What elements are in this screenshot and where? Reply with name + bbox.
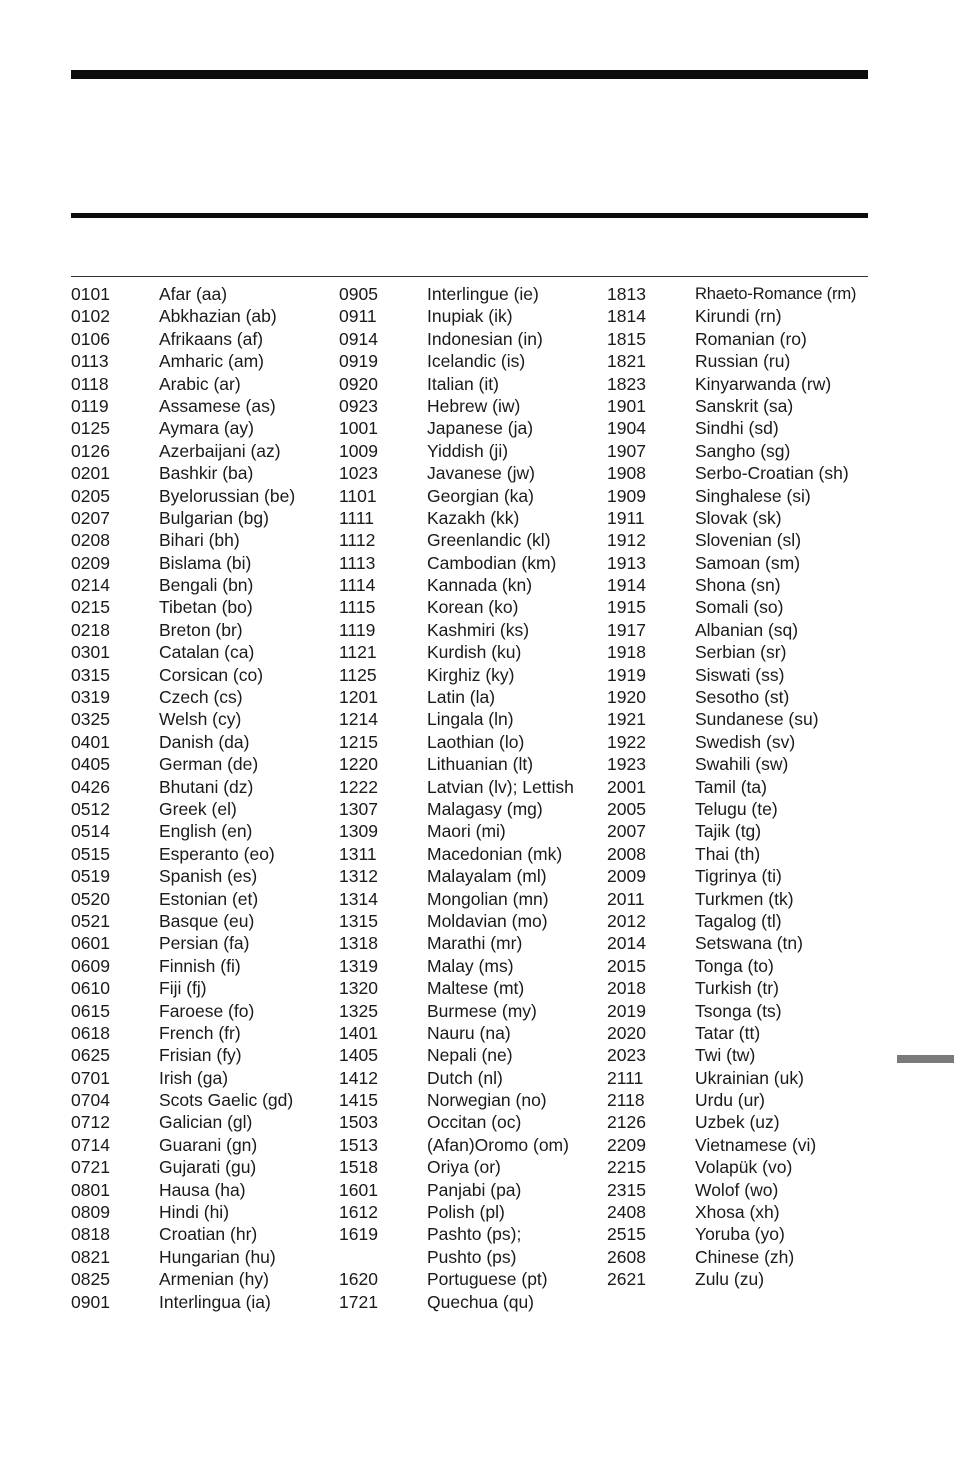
language-name: Serbo-Croatian (sh) <box>695 463 849 484</box>
language-name: Tigrinya (ti) <box>695 866 782 887</box>
language-code: 2315 <box>607 1179 646 1200</box>
language-code: 0520 <box>71 888 110 909</box>
language-name: Slovenian (sl) <box>695 530 802 551</box>
language-name: Setswana (tn) <box>695 933 803 954</box>
language-name: Zulu (zu) <box>695 1269 765 1290</box>
language-code: 0101 <box>71 284 110 304</box>
language-code: 0102 <box>71 306 110 327</box>
language-name: Tagalog (tl) <box>695 910 782 931</box>
language-code: 0625 <box>71 1045 110 1066</box>
language-name: Galician (gl) <box>159 1112 253 1133</box>
language-name: Lithuanian (lt) <box>427 754 534 775</box>
language-code: 1111 <box>339 507 375 528</box>
language-name: Kirghiz (ky) <box>427 664 515 685</box>
language-code: 1314 <box>339 888 378 909</box>
language-code: 2515 <box>607 1224 646 1245</box>
language-name: Uzbek (uz) <box>695 1112 780 1133</box>
language-code: 1908 <box>607 463 646 484</box>
language-code: 1311 <box>339 843 377 864</box>
language-name: Pashto (ps); <box>427 1224 522 1245</box>
language-name: Kinyarwanda (rw) <box>695 373 832 394</box>
language-name: Faroese (fo) <box>159 1000 255 1021</box>
language-code: 1009 <box>339 440 378 461</box>
language-code: 2408 <box>607 1202 646 1223</box>
language-code: 1001 <box>339 418 378 439</box>
language-name: Swedish (sv) <box>695 731 796 752</box>
language-code: 1814 <box>607 306 646 327</box>
language-code: 1101 <box>339 485 377 506</box>
language-name: Rhaeto-Romance (rm) <box>695 284 857 303</box>
language-name: Romanian (ro) <box>695 328 807 349</box>
language-code: 2020 <box>607 1022 646 1043</box>
language-code: 1911 <box>607 507 645 528</box>
language-code: 0609 <box>71 955 110 976</box>
language-name: Malay (ms) <box>427 955 514 976</box>
language-code: 2007 <box>607 821 646 842</box>
language-name: Tonga (to) <box>695 955 774 976</box>
language-code: 1513 <box>339 1134 378 1155</box>
language-code: 0704 <box>71 1090 110 1111</box>
language-name: Quechua (qu) <box>427 1291 535 1312</box>
language-code: 1721 <box>339 1291 378 1312</box>
language-code: 1312 <box>339 866 378 887</box>
language-name: Cambodian (km) <box>427 552 557 573</box>
language-name: Oriya (or) <box>427 1157 501 1178</box>
language-name: Kirundi (rn) <box>695 306 782 327</box>
language-name: Siswati (ss) <box>695 664 785 685</box>
language-name: Sindhi (sd) <box>695 418 779 439</box>
language-code: 0801 <box>71 1179 110 1200</box>
language-code: 0911 <box>339 306 377 327</box>
language-name: Basque (eu) <box>159 910 255 931</box>
language-name: Estonian (et) <box>159 888 259 909</box>
language-code: 0519 <box>71 866 110 887</box>
language-code: 0712 <box>71 1112 110 1133</box>
language-code: 2126 <box>607 1112 646 1133</box>
language-name: Turkish (tr) <box>695 978 779 999</box>
language-name: Norwegian (no) <box>427 1090 547 1111</box>
language-code: 0201 <box>71 463 110 484</box>
language-code: 0207 <box>71 507 110 528</box>
language-name: Yoruba (yo) <box>695 1224 785 1245</box>
language-name: Esperanto (eo) <box>159 843 275 864</box>
language-name: Malagasy (mg) <box>427 798 543 819</box>
language-code: 1918 <box>607 642 646 663</box>
language-name: Sanskrit (sa) <box>695 395 794 416</box>
language-code: 0515 <box>71 843 110 864</box>
language-code: 1320 <box>339 978 378 999</box>
language-name: Portuguese (pt) <box>427 1269 548 1290</box>
language-code: 0118 <box>71 373 109 394</box>
language-code: 0126 <box>71 440 110 461</box>
language-name: Malayalam (ml) <box>427 866 547 887</box>
language-code: 1309 <box>339 821 378 842</box>
language-name: Byelorussian (be) <box>159 485 296 506</box>
language-name: Interlingua (ia) <box>159 1291 271 1312</box>
language-name: Tajik (tg) <box>695 821 762 842</box>
language-code: 1813 <box>607 284 646 304</box>
language-name: German (de) <box>159 754 259 775</box>
language-code: 0405 <box>71 754 110 775</box>
language-name: Tatar (tt) <box>695 1022 761 1043</box>
language-name: Greenlandic (kl) <box>427 530 551 551</box>
language-name: Moldavian (mo) <box>427 910 548 931</box>
language-code: 2019 <box>607 1000 646 1021</box>
language-name: Catalan (ca) <box>159 642 255 663</box>
language-code: 1214 <box>339 709 378 730</box>
language-name: Twi (tw) <box>695 1045 756 1066</box>
language-code: 1913 <box>607 552 646 573</box>
language-code: 2001 <box>607 776 646 797</box>
language-name: Sangho (sg) <box>695 440 791 461</box>
language-name: Georgian (ka) <box>427 485 534 506</box>
language-code: 1901 <box>607 395 646 416</box>
language-code: 1907 <box>607 440 646 461</box>
language-code: 1912 <box>607 530 646 551</box>
language-code: 0821 <box>71 1246 110 1267</box>
language-name: Wolof (wo) <box>695 1179 779 1200</box>
language-code: 0901 <box>71 1291 110 1312</box>
language-code: 1923 <box>607 754 646 775</box>
language-name: Aymara (ay) <box>159 418 254 439</box>
language-code: 1114 <box>339 575 376 596</box>
language-code: 1612 <box>339 1202 378 1223</box>
language-code: 1917 <box>607 619 646 640</box>
language-name: English (en) <box>159 821 253 842</box>
language-name: Bengali (bn) <box>159 575 254 596</box>
language-code: 1920 <box>607 687 646 708</box>
language-name: Fiji (fj) <box>159 978 207 999</box>
language-code: 0125 <box>71 418 110 439</box>
language-code: 1619 <box>339 1224 378 1245</box>
language-code: 1121 <box>339 642 377 663</box>
language-code: 0914 <box>339 328 378 349</box>
language-code: 2015 <box>607 955 646 976</box>
language-code: 1601 <box>339 1179 378 1200</box>
language-name: Turkmen (tk) <box>695 888 794 909</box>
language-code: 1904 <box>607 418 646 439</box>
language-code: 2621 <box>607 1269 646 1290</box>
language-code: 1921 <box>607 709 646 730</box>
language-name: Macedonian (mk) <box>427 843 563 864</box>
language-name: Volapük (vo) <box>695 1157 793 1178</box>
language-name: Mongolian (mn) <box>427 888 549 909</box>
language-code: 1821 <box>607 351 646 372</box>
language-code: 0721 <box>71 1157 110 1178</box>
language-code: 0315 <box>71 664 110 685</box>
language-name: French (fr) <box>159 1022 241 1043</box>
language-name: Samoan (sm) <box>695 552 801 573</box>
language-code: 0920 <box>339 373 378 394</box>
language-name: Bashkir (ba) <box>159 463 254 484</box>
language-name: Kashmiri (ks) <box>427 619 530 640</box>
language-name: Kurdish (ku) <box>427 642 522 663</box>
language-name: Somali (so) <box>695 597 784 618</box>
language-name: Armenian (hy) <box>159 1269 269 1290</box>
language-code: 1023 <box>339 463 378 484</box>
top-heading-rule <box>71 70 868 79</box>
language-code: 0809 <box>71 1202 110 1223</box>
language-code: 1919 <box>607 664 646 685</box>
language-code: 2111 <box>607 1067 644 1088</box>
language-code: 0701 <box>71 1067 110 1088</box>
language-code: 2215 <box>607 1157 646 1178</box>
language-name: Telugu (te) <box>695 798 778 819</box>
language-name: Afrikaans (af) <box>159 328 264 349</box>
language-code: 1318 <box>339 933 378 954</box>
language-code: 1112 <box>339 530 376 551</box>
language-code: 0714 <box>71 1134 110 1155</box>
language-code: 1307 <box>339 798 378 819</box>
language-code: 1201 <box>339 687 378 708</box>
language-name: Afar (aa) <box>159 284 228 304</box>
language-code: 0209 <box>71 552 110 573</box>
language-name: Tamil (ta) <box>695 776 767 797</box>
language-name: Serbian (sr) <box>695 642 787 663</box>
language-code: 0113 <box>71 351 109 372</box>
language-code: 2011 <box>607 888 645 909</box>
language-name: Hebrew (iw) <box>427 395 521 416</box>
language-name: Ukrainian (uk) <box>695 1067 804 1088</box>
language-name: Polish (pl) <box>427 1202 505 1223</box>
language-name: Spanish (es) <box>159 866 258 887</box>
language-name: Japanese (ja) <box>427 418 534 439</box>
language-code: 1922 <box>607 731 646 752</box>
language-code: 0610 <box>71 978 110 999</box>
language-name: Bulgarian (bg) <box>159 507 269 528</box>
language-code: 0401 <box>71 731 110 752</box>
language-name: Greek (el) <box>159 798 237 819</box>
language-code: 1412 <box>339 1067 378 1088</box>
language-name: Russian (ru) <box>695 351 791 372</box>
language-name: Albanian (sq) <box>695 619 799 640</box>
language-code: 0919 <box>339 351 378 372</box>
language-name: Gujarati (gu) <box>159 1157 257 1178</box>
section-heading-rule <box>71 213 868 218</box>
language-code: 1503 <box>339 1112 378 1133</box>
language-code: 0205 <box>71 485 110 506</box>
language-name: Shona (sn) <box>695 575 781 596</box>
language-code: 1113 <box>339 552 376 573</box>
language-code: 0426 <box>71 776 110 797</box>
language-name: Guarani (gn) <box>159 1134 258 1155</box>
language-name: Abkhazian (ab) <box>159 306 277 327</box>
language-code: 2023 <box>607 1045 646 1066</box>
language-name: Slovak (sk) <box>695 507 782 528</box>
language-code: 1325 <box>339 1000 378 1021</box>
language-name: Indonesian (in) <box>427 328 543 349</box>
language-code: 0208 <box>71 530 110 551</box>
language-code: 1125 <box>339 664 377 685</box>
language-name: Laothian (lo) <box>427 731 525 752</box>
language-name: Chinese (zh) <box>695 1246 795 1267</box>
language-name: Croatian (hr) <box>159 1224 258 1245</box>
language-name: Amharic (am) <box>159 351 265 372</box>
language-name: Latin (la) <box>427 687 496 708</box>
language-code: 0818 <box>71 1224 110 1245</box>
language-code: 2608 <box>607 1246 646 1267</box>
language-code: 1815 <box>607 328 646 349</box>
language-name: Singhalese (si) <box>695 485 811 506</box>
language-code: 0923 <box>339 395 378 416</box>
language-code: 0301 <box>71 642 110 663</box>
language-name: Yiddish (ji) <box>427 440 509 461</box>
section-thumb-tab <box>897 1055 954 1063</box>
language-name: Swahili (sw) <box>695 754 789 775</box>
language-code: 0601 <box>71 933 110 954</box>
language-name: Marathi (mr) <box>427 933 523 954</box>
language-name: Panjabi (pa) <box>427 1179 522 1200</box>
language-code: 1401 <box>339 1022 378 1043</box>
language-name: Hungarian (hu) <box>159 1246 276 1267</box>
language-code: 1115 <box>339 597 376 618</box>
language-code: 0615 <box>71 1000 110 1021</box>
language-code: 1215 <box>339 731 378 752</box>
language-name: (Afan)Oromo (om) <box>427 1134 569 1155</box>
language-code: 0214 <box>71 575 110 596</box>
language-code: 0218 <box>71 619 110 640</box>
language-name: Pushto (ps) <box>427 1246 517 1267</box>
language-name: Czech (cs) <box>159 687 243 708</box>
language-code: 0825 <box>71 1269 110 1290</box>
language-code: 2209 <box>607 1134 646 1155</box>
language-name: Tsonga (ts) <box>695 1000 782 1021</box>
language-name: Bihari (bh) <box>159 530 240 551</box>
language-code: 1315 <box>339 910 378 931</box>
language-name: Kazakh (kk) <box>427 507 520 528</box>
language-code: 0319 <box>71 687 110 708</box>
language-code: 1319 <box>339 955 378 976</box>
language-name: Korean (ko) <box>427 597 519 618</box>
language-code: 1119 <box>339 619 376 640</box>
language-code: 1620 <box>339 1269 378 1290</box>
language-code: 0514 <box>71 821 110 842</box>
language-code: 2008 <box>607 843 646 864</box>
language-name: Welsh (cy) <box>159 709 242 730</box>
language-name: Thai (th) <box>695 843 761 864</box>
language-name: Corsican (co) <box>159 664 264 685</box>
language-code: 0325 <box>71 709 110 730</box>
language-name: Assamese (as) <box>159 395 276 416</box>
language-code: 2009 <box>607 866 646 887</box>
language-name: Icelandic (is) <box>427 351 526 372</box>
language-code: 0119 <box>71 395 109 416</box>
language-name: Italian (it) <box>427 373 499 394</box>
language-name: Danish (da) <box>159 731 250 752</box>
language-name: Urdu (ur) <box>695 1090 766 1111</box>
language-name: Burmese (my) <box>427 1000 537 1021</box>
language-name: Finnish (fi) <box>159 955 241 976</box>
language-code: 1518 <box>339 1157 378 1178</box>
language-name: Interlingue (ie) <box>427 284 539 304</box>
language-name: Scots Gaelic (gd) <box>159 1090 294 1111</box>
language-name: Nepali (ne) <box>427 1045 513 1066</box>
language-name: Sundanese (su) <box>695 709 819 730</box>
language-name: Dutch (nl) <box>427 1067 503 1088</box>
language-code: 1914 <box>607 575 646 596</box>
language-code: 1915 <box>607 597 646 618</box>
language-name: Hindi (hi) <box>159 1202 230 1223</box>
language-name: Breton (br) <box>159 619 243 640</box>
language-name: Tibetan (bo) <box>159 597 253 618</box>
language-code: 1415 <box>339 1090 378 1111</box>
language-name: Vietnamese (vi) <box>695 1134 817 1155</box>
language-code: 0521 <box>71 910 110 931</box>
language-code: 0618 <box>71 1022 110 1043</box>
language-code: 1823 <box>607 373 646 394</box>
language-name: Maltese (mt) <box>427 978 525 999</box>
language-code: 2014 <box>607 933 646 954</box>
language-name: Hausa (ha) <box>159 1179 246 1200</box>
language-code: 1909 <box>607 485 646 506</box>
language-name: Occitan (oc) <box>427 1112 522 1133</box>
language-code: 1222 <box>339 776 378 797</box>
language-name: Sesotho (st) <box>695 687 790 708</box>
language-name: Inupiak (ik) <box>427 306 513 327</box>
language-code: 1220 <box>339 754 378 775</box>
language-name: Maori (mi) <box>427 821 506 842</box>
language-name: Persian (fa) <box>159 933 250 954</box>
language-code: 0106 <box>71 328 110 349</box>
language-name: Javanese (jw) <box>427 463 535 484</box>
language-code: 2018 <box>607 978 646 999</box>
table-top-rule <box>71 276 868 277</box>
language-code: 0215 <box>71 597 110 618</box>
language-name: Bislama (bi) <box>159 552 252 573</box>
language-code: 0905 <box>339 284 378 304</box>
language-name: Nauru (na) <box>427 1022 511 1043</box>
language-name: Xhosa (xh) <box>695 1202 780 1223</box>
language-name: Lingala (ln) <box>427 709 514 730</box>
language-code: 2012 <box>607 910 646 931</box>
language-name: Kannada (kn) <box>427 575 533 596</box>
language-name: Latvian (lv); Lettish <box>427 776 574 797</box>
language-code: 2005 <box>607 798 646 819</box>
language-name: Frisian (fy) <box>159 1045 242 1066</box>
language-name: Irish (ga) <box>159 1067 229 1088</box>
language-code: 2118 <box>607 1090 645 1111</box>
language-name: Arabic (ar) <box>159 373 241 394</box>
language-code: 1405 <box>339 1045 378 1066</box>
language-name: Bhutani (dz) <box>159 776 254 797</box>
language-code: 0512 <box>71 798 110 819</box>
language-name: Azerbaijani (az) <box>159 440 281 461</box>
